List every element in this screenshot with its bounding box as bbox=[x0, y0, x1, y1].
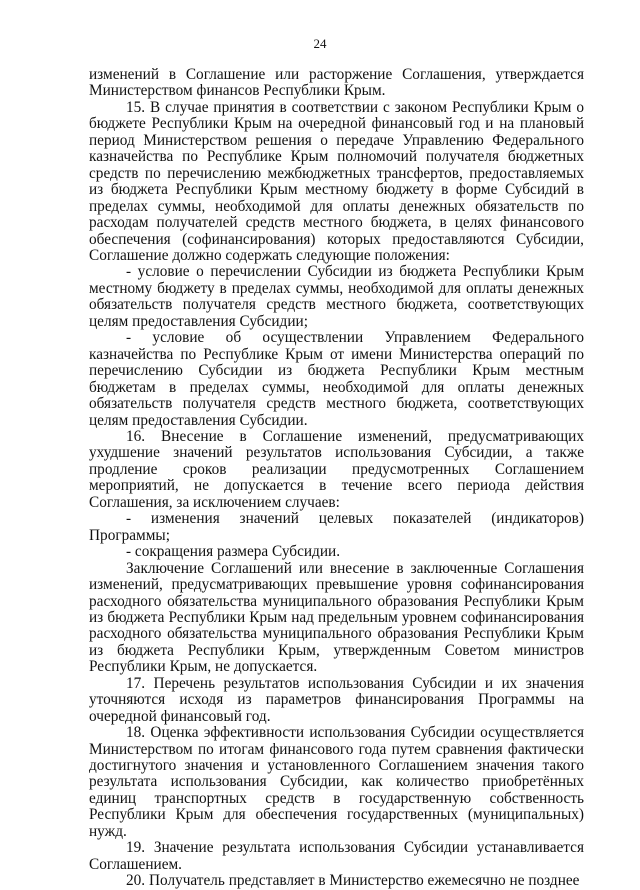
list-item-indicators: - изменения значений целевых показателей (индикаторов) Программы; bbox=[89, 510, 584, 544]
paragraph-19: 19. Значение результата использования Субсидии устанавливается Соглашением. bbox=[89, 839, 584, 873]
paragraph-cofinancing: Заключение Соглашений или внесение в заключенные Соглашения изменений, предусматривающих превышение уровня софинансирования расходного обязательства муниципального образования Республики Крым из бюджета Республики Крым над предельным уровнем софинансирования расходного обязательства муниципального образования Республики Крым из бюджета Республики Крым, утвержденным Советом министров Республики Крым, не допускается. bbox=[89, 559, 584, 676]
paragraph-continuation: изменений в Соглашение или расторжение Соглашения, утверждается Министерством финансов Республики Крым. bbox=[89, 66, 584, 100]
paragraph-15: 15. В случае принятия в соответствии с законом Республики Крым о бюджете Республики Крым на очередной финансовый год и на плановый период Министерством решения о передаче Управлению Федерального казначейства по Республике Крым полномочий получателя бюджетных средств по перечислению межбюджетных трансфертов, предоставляемых из бюджета Республики Крым местному бюджету в форме Субсидий в пределах суммы, необходимой для оплаты денежных обязательств по расходам получателей средств местного бюджета, в целях финансового обеспечения (софинансирования) которых предоставляются Субсидии, Соглашение должно содержать следующие положения: bbox=[89, 98, 584, 264]
page-number: 24 bbox=[313, 36, 327, 51]
list-item-transfer-condition: - условие о перечислении Субсидии из бюджета Республики Крым местному бюджету в пределах суммы, необходимой для оплаты денежных обязательств получателя средств местного бюджета, соответствующих целям предоставления Субсидии; bbox=[89, 263, 584, 330]
list-item-subsidy-reduction: - сокращения размера Субсидии. bbox=[126, 543, 341, 561]
paragraph-16: 16. Внесение в Соглашение изменений, предусматривающих ухудшение значений результатов использования Субсидии, а также продление сроков реализации предусмотренных Соглашением мероприятий, не допускается в течение всего периода действия Соглашения, за исключением случаев: bbox=[89, 427, 584, 511]
paragraph-17: 17. Перечень результатов использования Субсидии и их значения уточняются исходя из параметров финансирования Программы на очередной финансовый год. bbox=[89, 674, 584, 725]
list-item-treasury-condition: - условие об осуществлении Управлением Федерального казначейства по Республике Крым от имени Министерства операций по перечислению Субсидии из бюджета Республики Крым местным бюджетам в пределах суммы, необходимой для оплаты денежных обязательств получателя средств местного бюджета, соответствующих целям предоставления Субсидии. bbox=[89, 329, 584, 429]
document-body bbox=[89, 67, 584, 890]
paragraph-20: 20. Получатель представляет в Министерство ежемесячно не позднее bbox=[126, 872, 580, 890]
paragraph-18: 18. Оценка эффективности использования Субсидии осуществляется Министерством по итогам финансового года путем сравнения фактически достигнутого значения и установленного Соглашением значения такого результата использования Субсидии, как количество приобретённых единиц транспортных средств в государственную собственность Республики Крым для обеспечения государственных (муниципальных) нужд. bbox=[89, 724, 584, 840]
